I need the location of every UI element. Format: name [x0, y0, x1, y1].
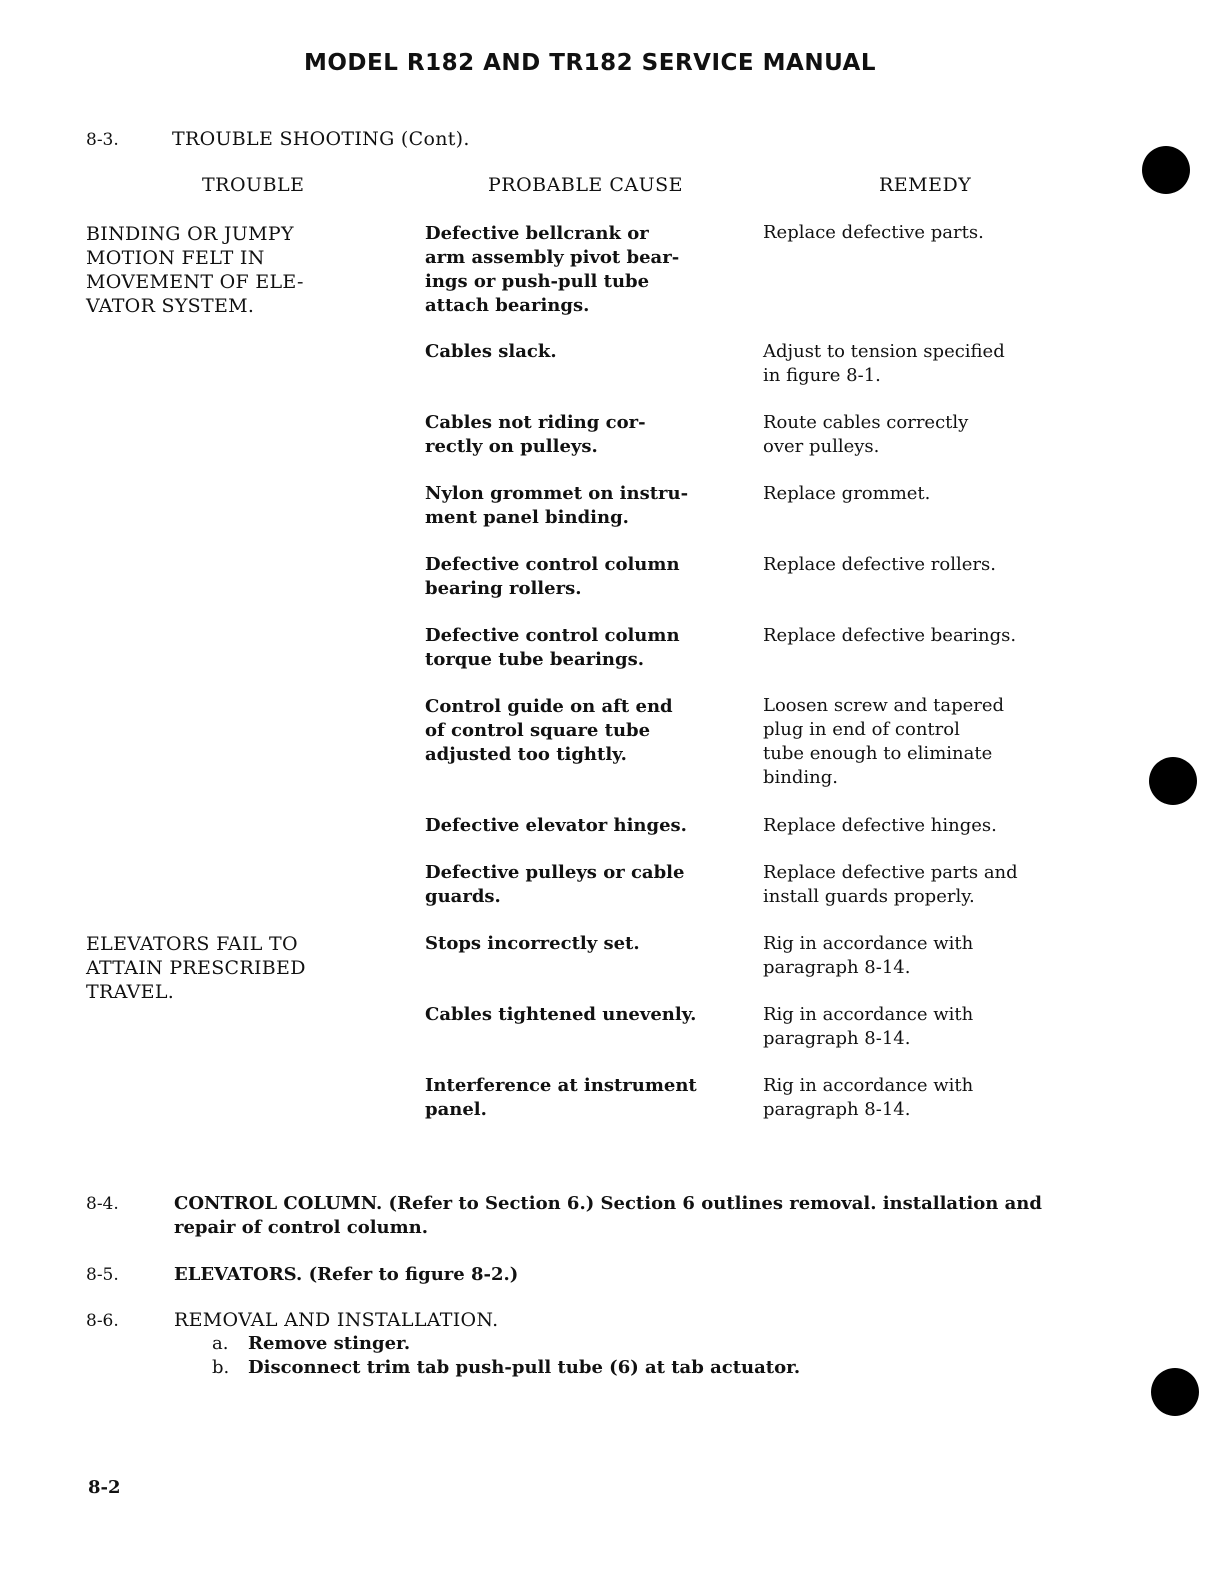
remedy-replace-rollers: Replace defective rollers. — [763, 554, 996, 575]
remedy-replace-parts-guards: Replace defective parts and install guards properly. — [763, 862, 1018, 907]
section-8-5-text: ELEVATORS. (Refer to figure 8-2.) — [174, 1264, 519, 1285]
cause-torque-tube-bearings: Defective control column torque tube bearings. — [425, 625, 680, 670]
remedy-replace-defective-parts: Replace defective parts. — [763, 222, 984, 243]
remedy-replace-hinges: Replace defective hinges. — [763, 815, 997, 836]
remedy-replace-grommet: Replace grommet. — [763, 483, 931, 504]
cause-nylon-grommet: Nylon grommet on instru- ment panel binding. — [425, 483, 689, 528]
remedy-rig-2: Rig in accordance with paragraph 8-14. — [763, 1004, 974, 1049]
remedy-rig-1: Rig in accordance with paragraph 8-14. — [763, 933, 974, 978]
binder-hole-middle — [1149, 757, 1197, 805]
cause-defective-bellcrank: Defective bellcrank or arm assembly pivot bear- ings or push-pull tube attach bearings. — [425, 223, 680, 316]
step-b-letter: b. — [212, 1357, 230, 1378]
section-8-6-number: 8-6. — [86, 1311, 119, 1331]
page-title: MODEL R182 AND TR182 SERVICE MANUAL — [303, 50, 876, 76]
section-8-4-text: CONTROL COLUMN. (Refer to Section 6.) Section 6 outlines removal. installation and repair of control column. — [174, 1193, 1042, 1238]
remedy-route-cables: Route cables correctly over pulleys. — [763, 412, 969, 457]
section-8-4-number: 8-4. — [86, 1194, 119, 1214]
column-header-probable-cause: PROBABLE CAUSE — [488, 174, 683, 196]
step-a-text: Remove stinger. — [248, 1333, 411, 1354]
step-b-text: Disconnect trim tab push-pull tube (6) at tab actuator. — [248, 1357, 801, 1378]
cause-pulleys-guards: Defective pulleys or cable guards. — [425, 862, 685, 907]
page-number: 8-2 — [88, 1477, 121, 1498]
step-a-letter: a. — [212, 1333, 229, 1354]
remedy-rig-3: Rig in accordance with paragraph 8-14. — [763, 1075, 974, 1120]
trouble-binding-or-jumpy-motion: BINDING OR JUMPY MOTION FELT IN MOVEMENT OF ELE- VATOR SYSTEM. — [86, 223, 304, 317]
cause-stops-incorrect: Stops incorrectly set. — [425, 933, 640, 954]
cause-interference-panel: Interference at instrument panel. — [425, 1075, 697, 1120]
trouble-elevators-fail-travel: ELEVATORS FAIL TO ATTAIN PRESCRIBED TRAVEL. — [86, 933, 306, 1003]
cause-bearing-rollers: Defective control column bearing rollers. — [425, 554, 680, 599]
binder-hole-top — [1142, 146, 1190, 194]
remedy-adjust-tension: Adjust to tension specified in figure 8-1. — [763, 341, 1005, 386]
binder-hole-bottom — [1151, 1368, 1199, 1416]
section-8-3-number: 8-3. — [86, 130, 119, 150]
cause-cables-slack: Cables slack. — [425, 341, 557, 362]
cause-elevator-hinges: Defective elevator hinges. — [425, 815, 687, 836]
remedy-loosen-screw: Loosen screw and tapered plug in end of control tube enough to eliminate binding. — [763, 695, 1005, 788]
column-header-trouble: TROUBLE — [202, 174, 305, 196]
column-header-remedy: REMEDY — [879, 174, 972, 196]
remedy-replace-bearings: Replace defective bearings. — [763, 625, 1017, 646]
section-8-6-title: REMOVAL AND INSTALLATION. — [174, 1309, 499, 1331]
cause-control-guide: Control guide on aft end of control square tube adjusted too tightly. — [425, 696, 673, 765]
section-8-3-title: TROUBLE SHOOTING (Cont). — [172, 128, 470, 150]
cause-cables-uneven: Cables tightened unevenly. — [425, 1004, 697, 1025]
cause-cables-not-riding: Cables not riding cor- rectly on pulleys. — [425, 412, 646, 457]
section-8-5-number: 8-5. — [86, 1265, 119, 1285]
